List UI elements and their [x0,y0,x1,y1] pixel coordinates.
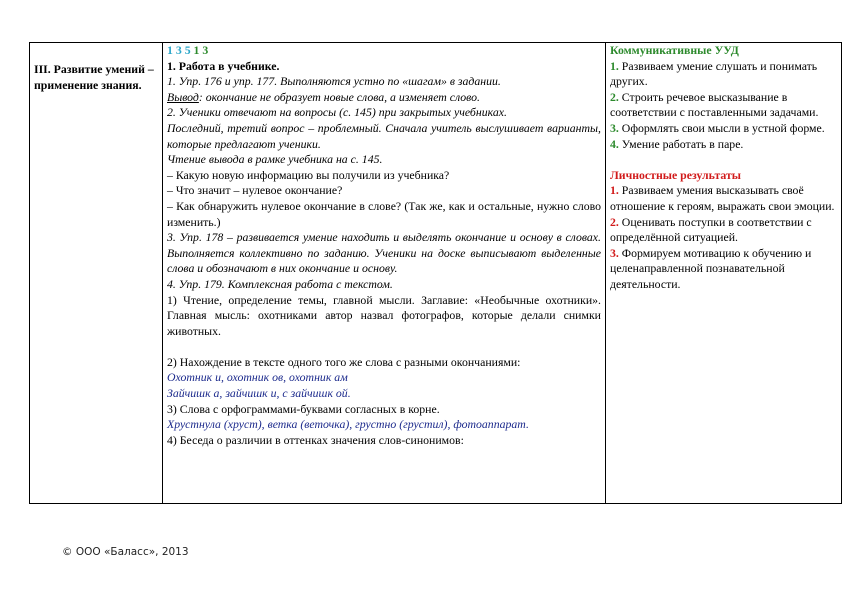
question-line: – Какую новую информацию вы получили из учебника? [167,167,450,182]
level-numbers-blue: 1 3 5 [167,43,191,57]
conclusion-text: : окончание не образует новые слова, а изменяет слово. [198,89,480,104]
section-heading: 1. Работа в учебнике. [167,58,280,73]
exercise-line: 1. Упр. 176 и упр. 177. Выполняются устно по «шагам» в задании. [167,74,501,89]
conclusion-label: Вывод [167,89,199,104]
example-line: Зайчишк а, зайчишк и, с зайчишк ой. [167,386,351,401]
text-paragraph: 3) Слова с орфограммами-буквами согласных в корне. [167,401,440,416]
communicative-heading: Коммуникативные УУД [610,43,739,57]
list-item: 1. Развиваем умение слушать и понимать других. [610,58,818,89]
stage-cell [30,43,163,504]
list-item: 1. Развиваем умения высказывать своё отношение к героям, выражать свои эмоции. [610,183,835,213]
question-line: – Как обнаружить нулевое окончание в слове? (Так же, как и остальные, нужно слово изменить.) [167,198,601,229]
lesson-table [29,42,842,504]
level-numbers-green: 1 3 [193,43,209,57]
list-item: 3. Формируем мотивацию к обучению и целенаправленной познавательной деятельности. [610,245,812,291]
list-item: 4. Умение работать в паре. [610,136,744,151]
main-cell [163,43,606,504]
exercise-line: Чтение вывода в рамке учебника на с. 145. [167,152,383,167]
exercise-paragraph: 4. Упр. 179. Комплексная работа с текстом. [167,276,393,291]
list-item: 3. Оформлять свои мысли в устной форме. [610,120,825,135]
spacer [610,152,837,168]
personal-heading: Личностные результаты [610,167,741,182]
exercise-line: 2. Ученики отвечают на вопросы (с. 145) при закрытых учебниках. [167,105,507,120]
list-item: 2. Строить речевое высказывание в соответствии с поставленными задачами. [610,89,819,120]
text-paragraph: 4) Беседа о различии в оттенках значения слов-синонимов: [167,432,464,447]
exercise-line: Последний, третий вопрос – проблемный. Сначала учитель выслушивает варианты, которые предлагают ученики. [167,120,601,151]
conclusion-line [167,90,601,106]
text-paragraph: 1) Чтение, определение темы, главной мысли. Заглавие: «Необычные охотники». Главная мысль: охотниками автор назвал фотографов, которые делали снимки животных. [167,292,601,338]
table-row [30,43,842,504]
copyright-footer: © ООО «Баласс», 2013 [62,546,189,558]
stage-label: III. Развитие умений – применение знания. [34,62,154,92]
example-line: Хрустнула (хруст), ветка (веточка), грустно (грустил), фотоаппарат. [167,417,529,432]
list-item: 2. Оценивать поступки в соответствии с определённой ситуацией. [610,214,812,245]
question-line: – Что значит – нулевое окончание? [167,183,343,198]
spacer [167,339,601,355]
exercise-paragraph: 3. Упр. 178 – развивается умение находить и выделять окончание и основу в словах. Выполняется коллективно по заданию. Ученики на доске выписывают выделенные слова и обозначают в них окончание и основу. [167,230,601,276]
example-line: Охотник и, охотник ов, охотник ам [167,370,348,385]
text-paragraph: 2) Нахождение в тексте одного того же слова с разными окончаниями: [167,354,521,369]
results-cell [606,43,842,504]
level-numbers [167,43,601,59]
